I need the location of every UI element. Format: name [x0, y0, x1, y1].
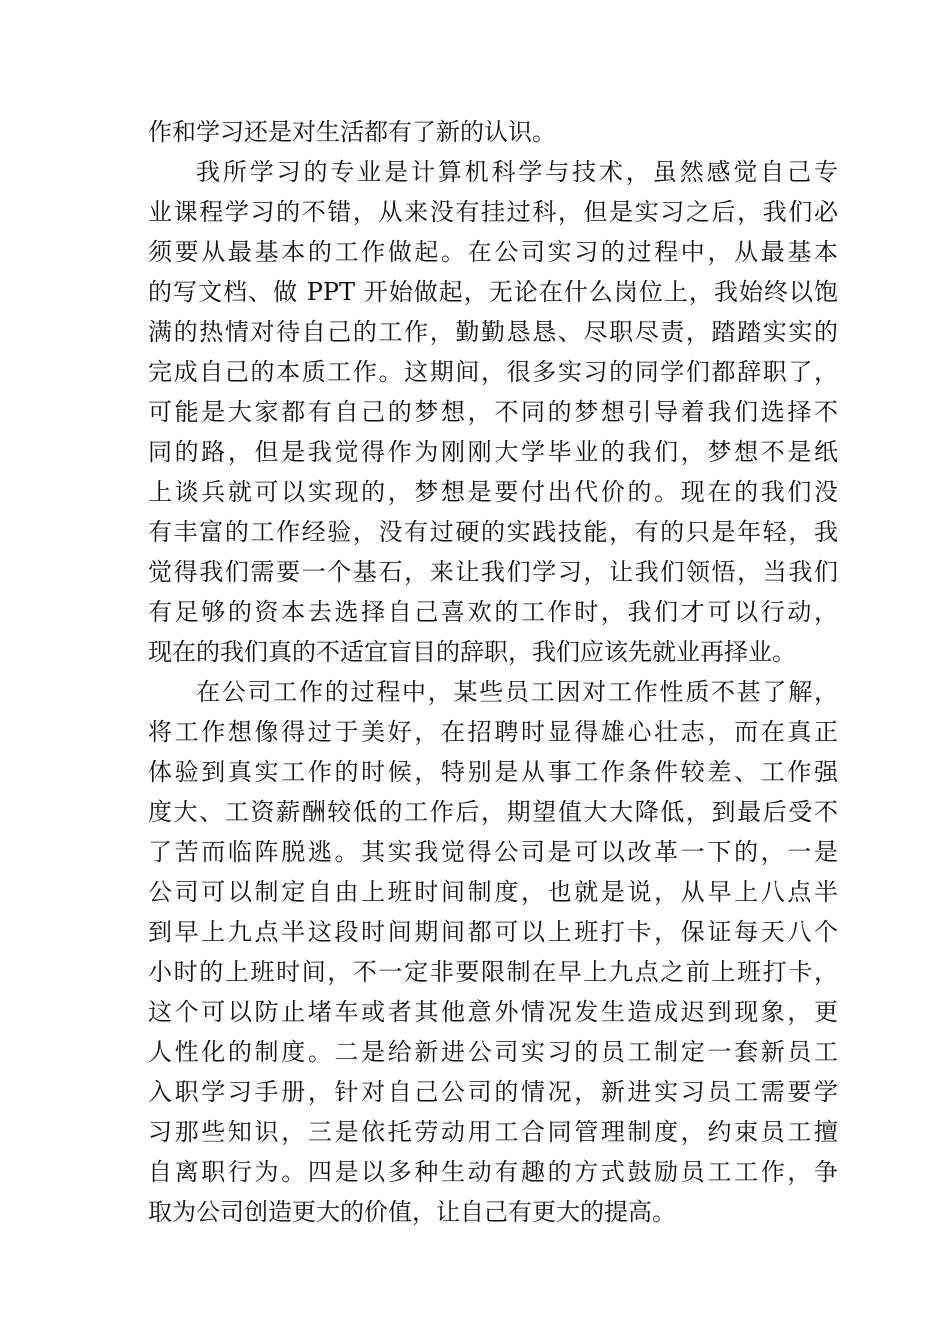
text-line: 的写文档、做 PPT 开始做起，无论在什么岗位上，我始终以饱 [148, 278, 838, 306]
text-line: 有足够的资本去选择自己喜欢的工作时，我们才可以行动， [148, 598, 838, 626]
text-line: 这个可以防止堵车或者其他意外情况发生造成迟到现象，更 [148, 998, 838, 1026]
text-line: 入职学习手册，针对自己公司的情况，新进实习员工需要学 [148, 1078, 838, 1106]
text-line: 度大、工资薪酬较低的工作后，期望值大大降低，到最后受不 [148, 798, 838, 826]
text-line: 作和学习还是对生活都有了新的认识。 [148, 118, 556, 146]
text-line: 公司可以制定自由上班时间制度，也就是说，从早上八点半 [148, 878, 838, 906]
text-line: 同的路，但是我觉得作为刚刚大学毕业的我们，梦想不是纸 [148, 438, 838, 466]
text-line: 将工作想像得过于美好，在招聘时显得雄心壮志，而在真正 [148, 718, 838, 746]
text-line: 现在的我们真的不适宜盲目的辞职，我们应该先就业再择业。 [148, 638, 796, 666]
text-line: 须要从最基本的工作做起。在公司实习的过程中，从最基本 [148, 238, 838, 266]
paragraph-continuation [148, 112, 838, 152]
text-line: 可能是大家都有自己的梦想，不同的梦想引导着我们选择不 [148, 398, 838, 426]
text-line: 人性化的制度。二是给新进公司实习的员工制定一套新员工 [148, 1038, 838, 1066]
text-line: 满的热情对待自己的工作，勤勤恳恳、尽职尽责，踏踏实实的 [148, 318, 838, 346]
paragraph-company-suggestions [148, 672, 838, 1232]
text-line: 在公司工作的过程中，某些员工因对工作性质不甚了解， [196, 678, 838, 706]
paragraph-major-and-internship [148, 152, 838, 672]
body-text [148, 112, 838, 1232]
text-line: 觉得我们需要一个基石，来让我们学习，让我们领悟，当我们 [148, 558, 838, 586]
text-line: 了苦而临阵脱逃。其实我觉得公司是可以改革一下的，一是 [148, 838, 838, 866]
text-line: 到早上九点半这段时间期间都可以上班打卡，保证每天八个 [148, 918, 838, 946]
text-line: 完成自己的本质工作。这期间，很多实习的同学们都辞职了， [148, 358, 838, 386]
text-line: 小时的上班时间，不一定非要限制在早上九点之前上班打卡， [148, 958, 838, 986]
text-line: 习那些知识，三是依托劳动用工合同管理制度，约束员工擅 [148, 1118, 838, 1146]
text-line: 体验到真实工作的时候，特别是从事工作条件较差、工作强 [148, 758, 838, 786]
text-line: 业课程学习的不错，从来没有挂过科，但是实习之后，我们必 [148, 198, 838, 226]
text-line: 上谈兵就可以实现的，梦想是要付出代价的。现在的我们没 [148, 478, 838, 506]
text-line: 我所学习的专业是计算机科学与技术，虽然感觉自己专 [196, 158, 838, 186]
text-line: 有丰富的工作经验，没有过硬的实践技能，有的只是年轻，我 [148, 518, 838, 546]
text-line: 自离职行为。四是以多种生动有趣的方式鼓励员工工作，争 [148, 1158, 838, 1186]
text-line: 取为公司创造更大的价值，让自己有更大的提高。 [148, 1198, 676, 1226]
